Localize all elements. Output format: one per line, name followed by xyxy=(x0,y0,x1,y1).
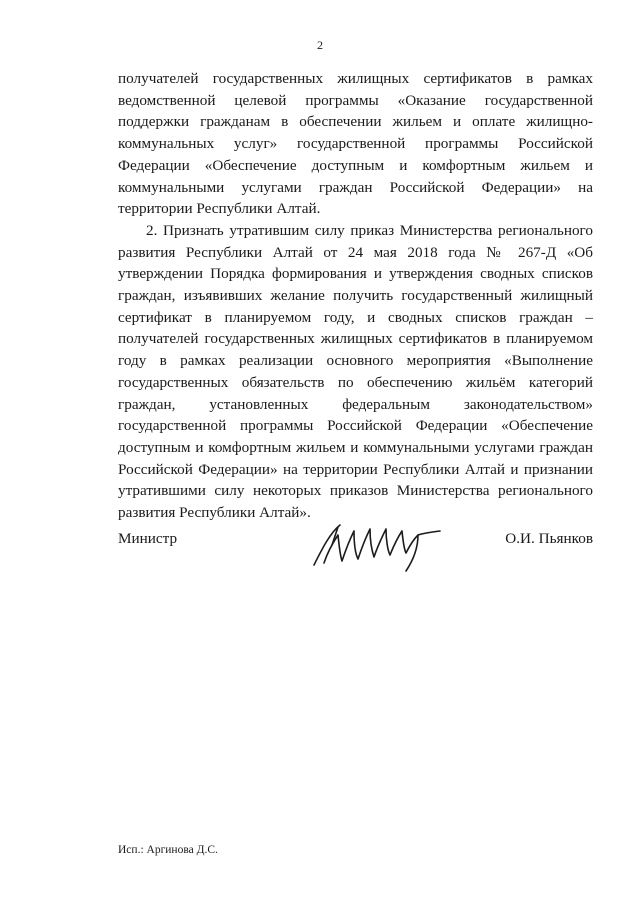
document-body xyxy=(118,68,593,524)
executor-note: Исп.: Аргинова Д.С. xyxy=(118,844,218,856)
signatory-name: О.И. Пьянков xyxy=(505,530,593,547)
handwritten-signature xyxy=(308,515,448,575)
signatory-title: Министр xyxy=(118,530,178,547)
paragraph-item-2: 2. Признать утратившим силу приказ Министерства регионального развития Республики Алтай от 24 мая 2018 года № 267-Д «Об утверждении Порядка формирования и утверждения сводных списков граждан, изъявивших желание получить государственный жилищный сертификат в планируемом году, и сводных списков граждан – получателей государственных жилищных сертификатов в планируемом году в рамках реализации основного мероприятия «Выполнение государственных обязательств по обеспечению жильём категорий граждан, установленных федеральным законодательством» государственной программы Российской Федерации «Обеспечение доступным и комфортным жильем и коммунальными услугами граждан Российской Федерации» на территории Республики Алтай и признании утратившими силу некоторых приказов Министерства регионального развития Республики Алтай». xyxy=(118,221,593,522)
paragraph-continuation: получателей государственных жилищных сертификатов в рамках ведомственной целевой программы «Оказание государственной поддержки гражданам в обеспечении жильем и оплате жилищно-коммунальных услуг» государственной программы Российской Федерации «Обеспечение доступным и комфортным жильем и коммунальными услугами граждан Российской Федерации» на территории Республики Алтай. xyxy=(118,70,593,218)
signature-block xyxy=(118,515,593,575)
page-number: 2 xyxy=(317,38,323,52)
